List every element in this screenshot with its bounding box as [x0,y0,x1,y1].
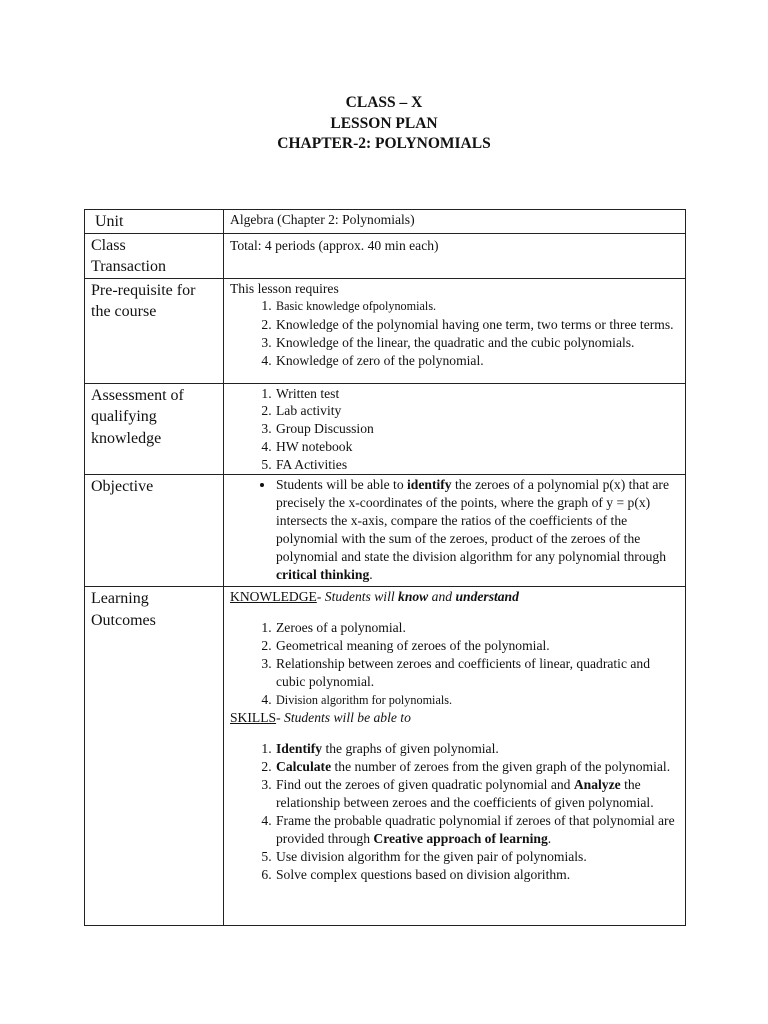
list-item: 4. Frame the probable quadratic polynomial if zeroes of that polynomial are provided through Creative approach of learning. [275,812,681,848]
objective-list [230,476,681,583]
list-item: 2. Lab activity [275,402,681,420]
row-learning-outcomes [85,587,686,926]
objective-value [224,475,686,587]
assessment-label: Assessment of qualifying knowledge [85,383,224,475]
list-item: 4. Knowledge of zero of the polynomial. [275,352,681,370]
unit-value: Algebra (Chapter 2: Polynomials) [224,210,686,234]
assessment-value [224,383,686,475]
list-item: 3. Knowledge of the linear, the quadratic and the cubic polynomials. [275,334,681,352]
learning-outcomes-value [224,587,686,926]
list-item: 3. Group Discussion [275,420,681,438]
list-item: 2. Knowledge of the polynomial having one term, two terms or three terms. [275,316,681,334]
lesson-plan-table [84,209,686,926]
row-assessment [85,383,686,475]
list-item: 2. Calculate the number of zeroes from the given graph of the polynomial. [275,758,681,776]
list-item: 1. Zeroes of a polynomial. [275,619,681,637]
skills-heading: SKILLS- Students will be able to [230,710,411,726]
row-objective [85,475,686,587]
list-item: 2. Geometrical meaning of zeroes of the polynomial. [275,637,681,655]
knowledge-heading: KNOWLEDGE- Students will know and understand [230,589,519,605]
prerequisite-list [230,297,681,370]
row-prerequisite [85,278,686,383]
list-item: 5. FA Activities [275,456,681,474]
list-item: 3. Relationship between zeroes and coefficients of linear, quadratic and cubic polynomial. [275,655,681,691]
unit-label: Unit [85,210,224,234]
list-item: 6. Solve complex questions based on division algorithm. [275,866,681,884]
prerequisite-value [224,278,686,383]
list-item: 1. Written test [275,385,681,403]
document-header [0,93,768,155]
chapter-title: CHAPTER-2: POLYNOMIALS [277,135,491,152]
knowledge-list [230,619,681,710]
lesson-plan-title: LESSON PLAN [330,114,438,132]
class-transaction-value: Total: 4 periods (approx. 40 min each) [224,233,686,278]
list-item: 4. Division algorithm for polynomials. [275,691,681,710]
learning-outcomes-label: Learning Outcomes [85,587,224,926]
list-item: 5. Use division algorithm for the given pair of polynomials. [275,848,681,866]
row-class-transaction [85,233,686,278]
class-title: CLASS – X [345,94,423,111]
list-item: 1. Identify the graphs of given polynomial. [275,740,681,758]
skills-list [230,740,681,883]
list-item: 4. HW notebook [275,438,681,456]
prerequisite-label: Pre-requisite for the course [85,278,224,383]
objective-label: Objective [85,475,224,587]
row-unit [85,210,686,234]
objective-text: • Students will be able to identify the zeroes of a polynomial p(x) that are precisely the x-coordinates of the points, where the graph of y = p(x) intersects the x-axis, compare the ratios of the coefficients of the polynomial with the sum of the zeroes, product of the zeroes of the polynomial and state the division algorithm for any polynomial through critical thinking. [275,476,681,583]
assessment-list [230,385,681,475]
class-transaction-label: Class Transaction [85,233,224,278]
list-item: 1. Basic knowledge ofpolynomials. [275,297,681,316]
list-item: 3. Find out the zeroes of given quadratic polynomial and Analyze the relationship between zeroes and the coefficients of given polynomial. [275,776,681,812]
prerequisite-intro: This lesson requires [230,280,339,296]
